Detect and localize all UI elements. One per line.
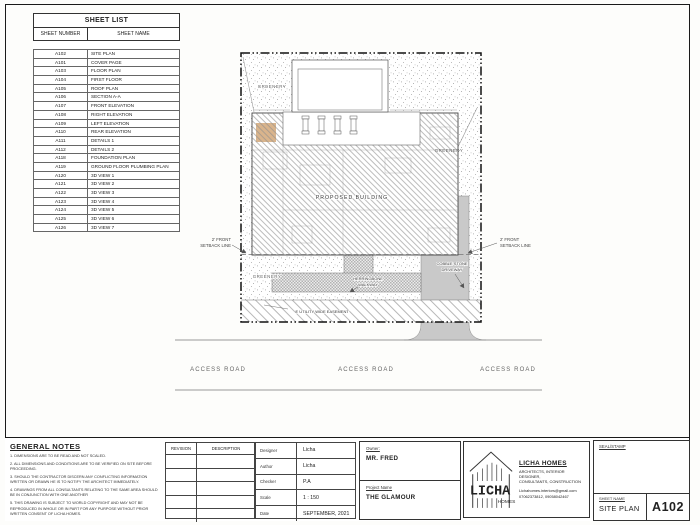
owner-name: MR. FRED [366, 455, 399, 462]
author-label: Author [255, 459, 297, 474]
revision-row [166, 482, 255, 496]
company-email: Lichahomes.interiors@gmail.com [519, 488, 577, 494]
sheet-number-cell: A109 [34, 120, 88, 128]
table-row [33, 189, 180, 198]
table-row [33, 154, 180, 163]
column-icon [350, 116, 357, 134]
sheet-name-cell: FLOOR PLAN [91, 68, 121, 74]
project-name: THE GLAMOUR [366, 494, 416, 501]
table-row [33, 198, 180, 207]
sheet-number-cell: A119 [34, 163, 88, 171]
sheet-name-cell: COVER PAGE [91, 59, 122, 65]
logo-sub-text: HOMES [497, 499, 516, 505]
table-row [33, 215, 180, 224]
date-value: SEPTEMBER, 2021 [303, 510, 350, 517]
property-row [255, 506, 355, 521]
sheet-number-cell: A118 [34, 154, 88, 162]
general-notes-title: GENERAL NOTES [10, 442, 81, 451]
sheet-number-cell: A124 [34, 206, 88, 214]
column-icon [302, 116, 309, 134]
sheet-number-cell: A105 [34, 85, 88, 93]
sheet-id-section [594, 493, 689, 520]
sheet-name-cell: 3D VIEW 3 [91, 190, 115, 195]
table-row [33, 146, 180, 155]
greenery-label: GREENERY [257, 84, 287, 89]
sheet-number-value: A102 [646, 494, 689, 520]
table-row [33, 137, 180, 146]
sheet-name-cell: FOUNDATION PLAN [91, 155, 136, 161]
owner-label: Owner: [366, 446, 380, 451]
table-row [33, 206, 180, 215]
project-section [360, 480, 460, 518]
column-icon [318, 116, 325, 134]
greenery-label: GREENERY [252, 274, 282, 279]
project-name-label: Project Name [366, 485, 393, 490]
date-label: Date [255, 506, 297, 521]
easement-strip [241, 300, 481, 322]
sheet-number-cell: A102 [34, 50, 88, 58]
sheet-name-cell: FIRST FLOOR [91, 77, 122, 83]
sheet-number-cell: A107 [34, 102, 88, 110]
seal-stamp-box [593, 440, 690, 521]
company-name: LICHA HOMES [519, 459, 567, 467]
setback-label: 2' FRONT [211, 237, 231, 242]
sheet-name-cell: REAR ELEVATION [91, 129, 131, 135]
sheet-name-cell: 3D VIEW 5 [91, 207, 115, 213]
designer-label: Designer [255, 443, 297, 458]
owner-section [360, 442, 460, 480]
sheet-name-cell: RIGHT ELEVATION [91, 111, 133, 117]
sheet-number-cell: A108 [34, 111, 88, 119]
revision-column-header: REVISION [166, 443, 197, 454]
drawing-properties [254, 442, 356, 519]
setback-label: 2' FRONT [500, 237, 520, 242]
setback-label: SETBACK LINE [200, 243, 231, 248]
greenery-label: GREENERY [434, 148, 464, 153]
column-icon [334, 116, 341, 134]
sheet-number-cell: A120 [34, 172, 88, 180]
revision-table-header [166, 443, 255, 455]
table-row [33, 85, 180, 94]
sheet-list-title: SHEET LIST [33, 13, 180, 28]
access-road [175, 340, 542, 390]
sheet-name-cell: FRONT ELEVATION [91, 103, 134, 109]
table-row [33, 59, 180, 68]
carport [283, 112, 420, 145]
table-row [33, 111, 180, 120]
setback-label: SETBACK LINE [500, 243, 531, 248]
easement-label-text: 8' UTILITY WIDE EASEMENT [295, 309, 349, 314]
sheet-number-cell: A112 [34, 146, 88, 154]
sheet-name-cell: GROUND FLOOR PLUMBING PLAN [91, 163, 169, 169]
table-row [33, 49, 180, 59]
table-row [33, 180, 180, 189]
table-row [33, 128, 180, 137]
sheet-name-cell: 3D VIEW 2 [91, 181, 115, 187]
sheet-list-gap [33, 41, 180, 49]
sheet-name-cell: ROOF PLAN [91, 85, 119, 91]
company-tagline: CONSULTANTS, CONSTRUCTION [519, 479, 581, 485]
seal-stamp-label: SEAL/STAMP [599, 444, 626, 449]
author-value: Licha [303, 463, 316, 470]
property-row [255, 443, 355, 459]
description-column-header: DESCRIPTION [211, 446, 241, 451]
revision-row [166, 509, 255, 522]
sheet-name-header: SHEET NAME [117, 31, 150, 37]
table-row [33, 172, 180, 181]
scale-value: 1 : 150 [303, 494, 319, 501]
table-row [33, 120, 180, 129]
sheet-name-cell: DETAILS 1 [91, 137, 115, 143]
property-row [255, 475, 355, 491]
access-road-label: ACCESS ROAD [480, 367, 536, 373]
sheet-number-cell: A125 [34, 215, 88, 223]
designer-value: Licha [303, 447, 316, 454]
sheet-name-cell: DETAILS 2 [91, 146, 115, 152]
access-road-label: ACCESS ROAD [338, 367, 394, 373]
table-row [33, 67, 180, 76]
table-row [33, 163, 180, 172]
company-info [516, 460, 587, 500]
property-row [255, 459, 355, 475]
sheet-name-cell: 3D VIEW 4 [91, 198, 115, 204]
sheet-name-cell: SECTION A-A [91, 94, 121, 100]
scale-label: Scale [255, 490, 297, 505]
general-note: 5. THIS DRAWING IS SUBJECT TO WORLD COPYRIGHT AND MAY NOT BE REPRODUCED IN WHOLE OR IN PART FOR ANY PURPOSE WITHOUT PRIOR WRITTEN CONSENT OF LICHA HOMES. [10, 501, 149, 516]
walkway-label-text: WALKWAY [358, 282, 378, 287]
sheet-number-header: SHEET NUMBER [34, 28, 88, 40]
company-tagline: ARCHITECTS, INTERIOR DESIGNER, [519, 468, 565, 479]
sheet-number-cell: A123 [34, 198, 88, 206]
general-note: 1. DIMENSIONS ARE TO BE READ AND NOT SCALED. [10, 454, 107, 458]
sheet-name-cell: LEFT ELEVATION [91, 120, 130, 126]
general-note: 3. SHOULD THE CONTRACTOR DISCERN ANY CONFLICTING INFORMATION WRITTEN OR DRAWN HE IS TO NOTIFY THE ARCHITECT IMMEDIATELY. [10, 474, 148, 485]
general-note: 4. DRAWINGS FROM ALL CONSULTANTS RELATING TO THE SAME AREA SHOULD BE IN CONJUNCTION WITH ONE ANOTHER [10, 488, 158, 498]
revision-row [166, 496, 255, 510]
checker-label: Checker [255, 475, 297, 490]
revision-row [166, 469, 255, 483]
sheet-number-cell: A126 [34, 224, 88, 232]
sheet-number-cell: A121 [34, 180, 88, 188]
sheet-name-cell: 3D VIEW 6 [91, 216, 115, 222]
logo-text: LICHA [469, 483, 511, 499]
table-row [33, 93, 180, 102]
licha-homes-logo [466, 446, 516, 514]
sheet-name-cell: 3D VIEW 7 [91, 224, 115, 230]
sheet-name-cell: SITE PLAN [91, 51, 115, 56]
sheet-list-table [33, 13, 180, 232]
sheet-name-cell: 3D VIEW 1 [91, 172, 115, 178]
sheet-number-cell: A110 [34, 128, 88, 136]
sheet-number-cell: A103 [34, 67, 88, 75]
general-notes [10, 442, 162, 520]
table-row [33, 76, 180, 85]
general-note: 2. ALL DIMENSIONS AND CONDITIONS ARE TO BE VERIFIED ON SITE BEFORE PROCEEDING. [10, 461, 152, 472]
driveway-label-text: DRIVEWAY [441, 267, 463, 272]
sheet-number-cell: A122 [34, 189, 88, 197]
sheet-list-header [33, 28, 180, 41]
building-label: PROPOSED BUILDING [315, 195, 389, 201]
sheet-name-label: SHEET NAME [599, 496, 625, 501]
sheet-number-cell: A101 [34, 59, 88, 67]
company-phone: 07062373812, 09058042467 [519, 493, 569, 499]
owner-project-box [359, 441, 461, 520]
table-row [33, 102, 180, 111]
revision-row [166, 455, 255, 469]
sheet-number-cell: A104 [34, 76, 88, 84]
sheet-name-value: SITE PLAN [599, 504, 640, 513]
sheet-number-cell: A111 [34, 137, 88, 145]
driveway-label-text: COBBLE STONE [436, 261, 468, 266]
company-box [463, 441, 590, 518]
walkway-label-text: HERRINGBONE [353, 276, 383, 281]
table-row [33, 224, 180, 233]
property-row [255, 490, 355, 506]
title-block [5, 437, 689, 521]
sheet-number-cell: A106 [34, 93, 88, 101]
checker-value: P.A [303, 478, 311, 485]
access-road-label: ACCESS ROAD [190, 367, 246, 373]
revision-table [165, 442, 256, 519]
